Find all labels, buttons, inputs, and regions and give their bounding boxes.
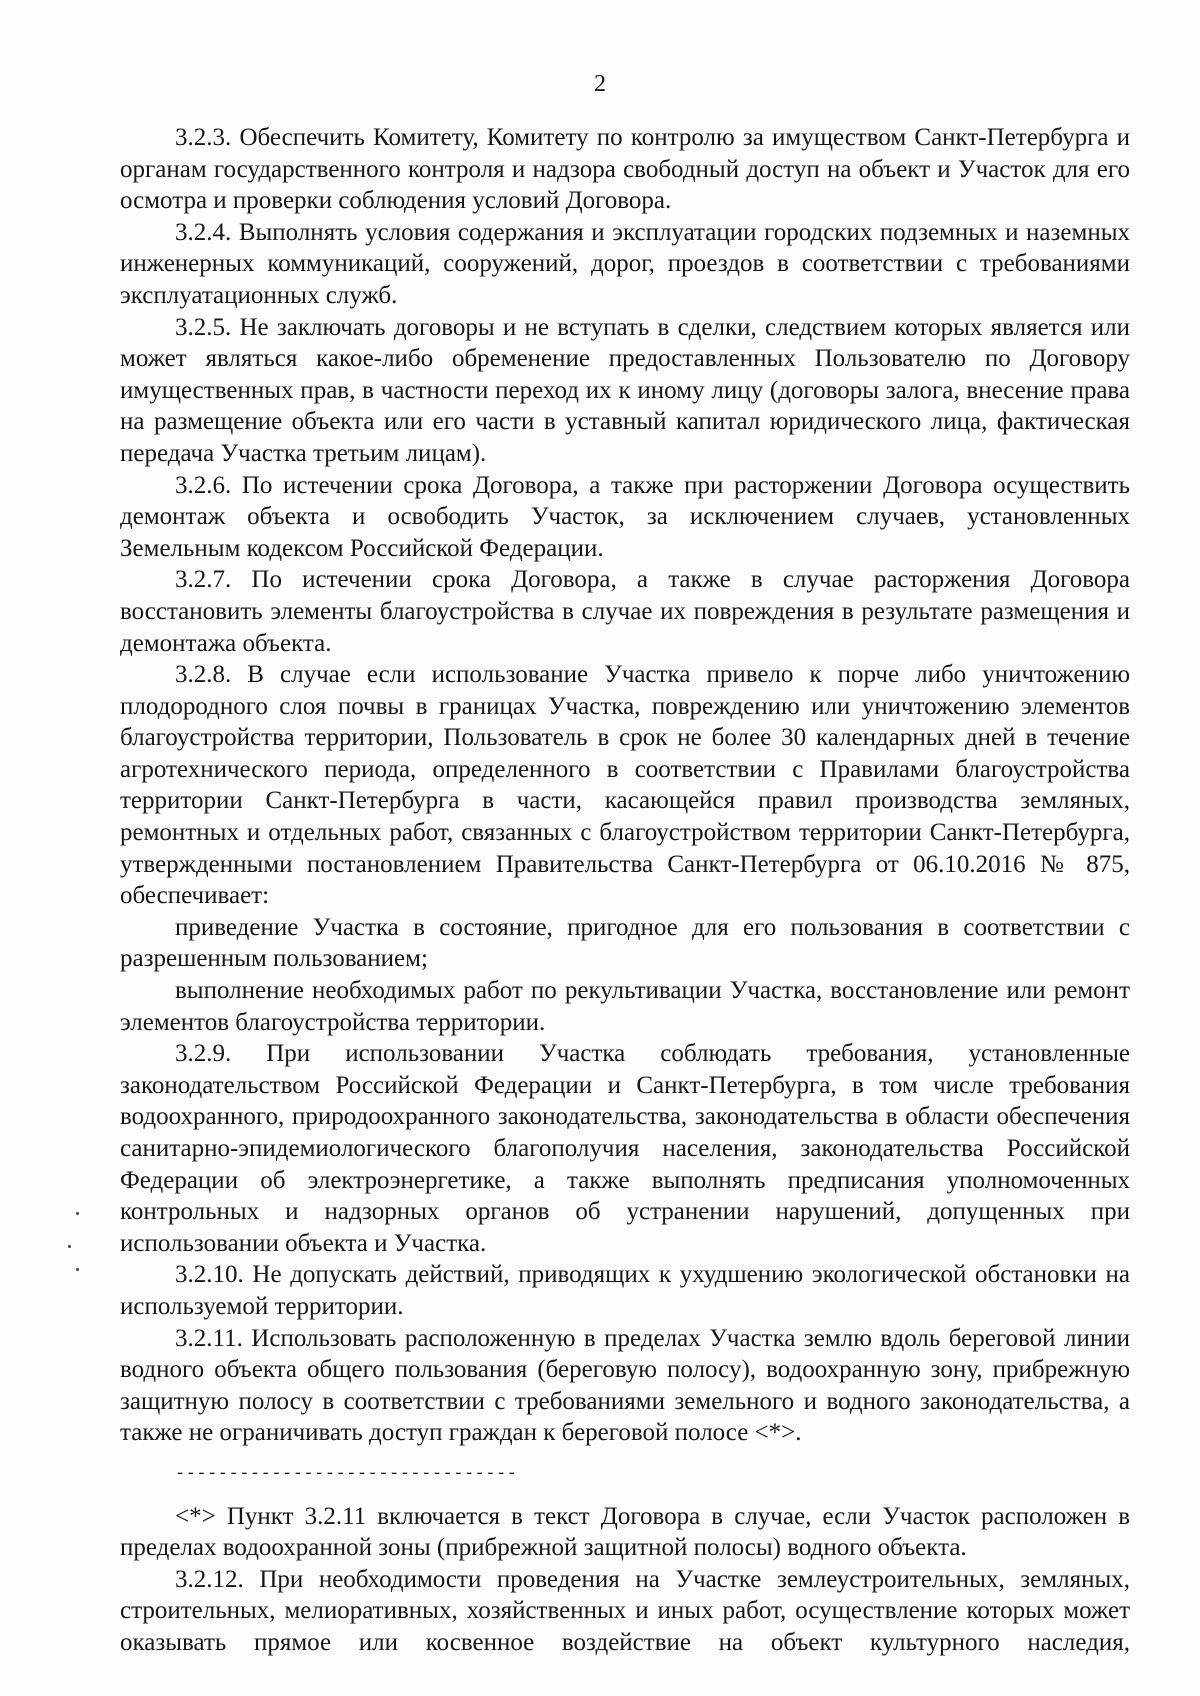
clause-3-2-8: 3.2.8. В случае если использование Участка привело к порче либо уничтожению плодородного слоя почвы в границах Участка, повреждению или уничтожению элементов благоустройства территории, Пользователь в срок не более 30 календарных дней в течение агротехнического периода, определенного в соответствии с Правилами благоустройства территории Санкт-Петербурга в части, касающейся правил производства земляных, ремонтных и отдельных работ, связанных с благоустройством территории Санкт-Петербурга, утвержденными постановлением Правительства Санкт-Петербурга от 06.10.2016 № 875, обеспечивает: (120, 661, 1130, 910)
scan-speck (76, 1212, 79, 1215)
clause-3-2-4: 3.2.4. Выполнять условия содержания и эксплуатации городских подземных и наземных инженерных коммуникаций, сооружений, дорог, проездов в соответствии с требованиями эксплуатационных служб. (120, 218, 1130, 309)
footnote-text: <*> Пункт 3.2.11 включается в текст Договора в случае, если Участок расположен в пределах водоохранной зоны (прибрежной защитной полосы) водного объекта. (120, 1502, 1130, 1562)
clause-3-2-5: 3.2.5. Не заключать договоры и не вступать в сделки, следствием которых является или может являться какое-либо обременение предоставленных Пользователю по Договору имущественных прав, в частности переход их к иному лицу (договоры залога, внесение права на размещение объекта или его части в уставный капитал юридического лица, фактическая передача Участка третьим лицам). (120, 313, 1130, 467)
scan-speck (68, 1245, 71, 1248)
clause-3-2-11: 3.2.11. Использовать расположенную в пределах Участка землю вдоль береговой линии водного объекта общего пользования (береговую полосу), водоохранную зону, прибрежную защитную полосу в соответствии с требованиями земельного и водного законодательства, а также не ограничивать доступ граждан к береговой полосе <*>. (120, 1324, 1130, 1447)
clause-3-2-8-item-2: выполнение необходимых работ по рекультивации Участка, восстановление или ремонт элементов благоустройства территории. (120, 977, 1130, 1036)
clause-3-2-7: 3.2.7. По истечении срока Договора, а также в случае расторжения Договора восстановить элементы благоустройства в случае их повреждения в результате размещения и демонтажа объекта. (120, 566, 1130, 657)
scan-speck (76, 1268, 79, 1271)
clause-3-2-12: 3.2.12. При необходимости проведения на Участке землеустроительных, земляных, строительных, мелиоративных, хозяйственных и иных работ, осуществление которых может оказывать прямое или косвенное воздействие на объект культурного наследия, (120, 1565, 1130, 1656)
footnote-separator: -------------------------------- (175, 1464, 518, 1484)
clause-3-2-6: 3.2.6. По истечении срока Договора, а также при расторжении Договора осуществить демонтаж объекта и освободить Участок, за исключением случаев, установленных Земельным кодексом Российской Федерации. (120, 471, 1130, 562)
footnote-gap (120, 1491, 1130, 1501)
page-number: 2 (594, 71, 606, 97)
clause-3-2-9: 3.2.9. При использовании Участка соблюдать требования, установленные законодательством Российской Федерации и Санкт-Петербурга, в том числе требования водоохранного, природоохранного законодательства, законодательства в области обеспечения санитарно-эпидемиологического благополучия населения, законодательства Российской Федерации об электроэнергетике, а также выполнять предписания уполномоченных контрольных и надзорных органов об устранении нарушений, допущенных при использовании объекта и Участка. (120, 1040, 1130, 1257)
clause-3-2-3: 3.2.3. Обеспечить Комитету, Комитету по контролю за имуществом Санкт-Петербурга и органам государственного контроля и надзора свободный доступ на объект и Участок для его осмотра и проверки соблюдения условий Договора. (120, 124, 1130, 215)
clause-3-2-10: 3.2.10. Не допускать действий, приводящих к ухудшению экологической обстановки на используемой территории. (120, 1261, 1130, 1320)
document-body (120, 122, 1130, 1659)
footnote-gap (120, 1449, 1130, 1459)
clause-3-2-8-item-1: приведение Участка в состояние, пригодное для его пользования в соответствии с разрешенным пользованием; (120, 913, 1130, 973)
